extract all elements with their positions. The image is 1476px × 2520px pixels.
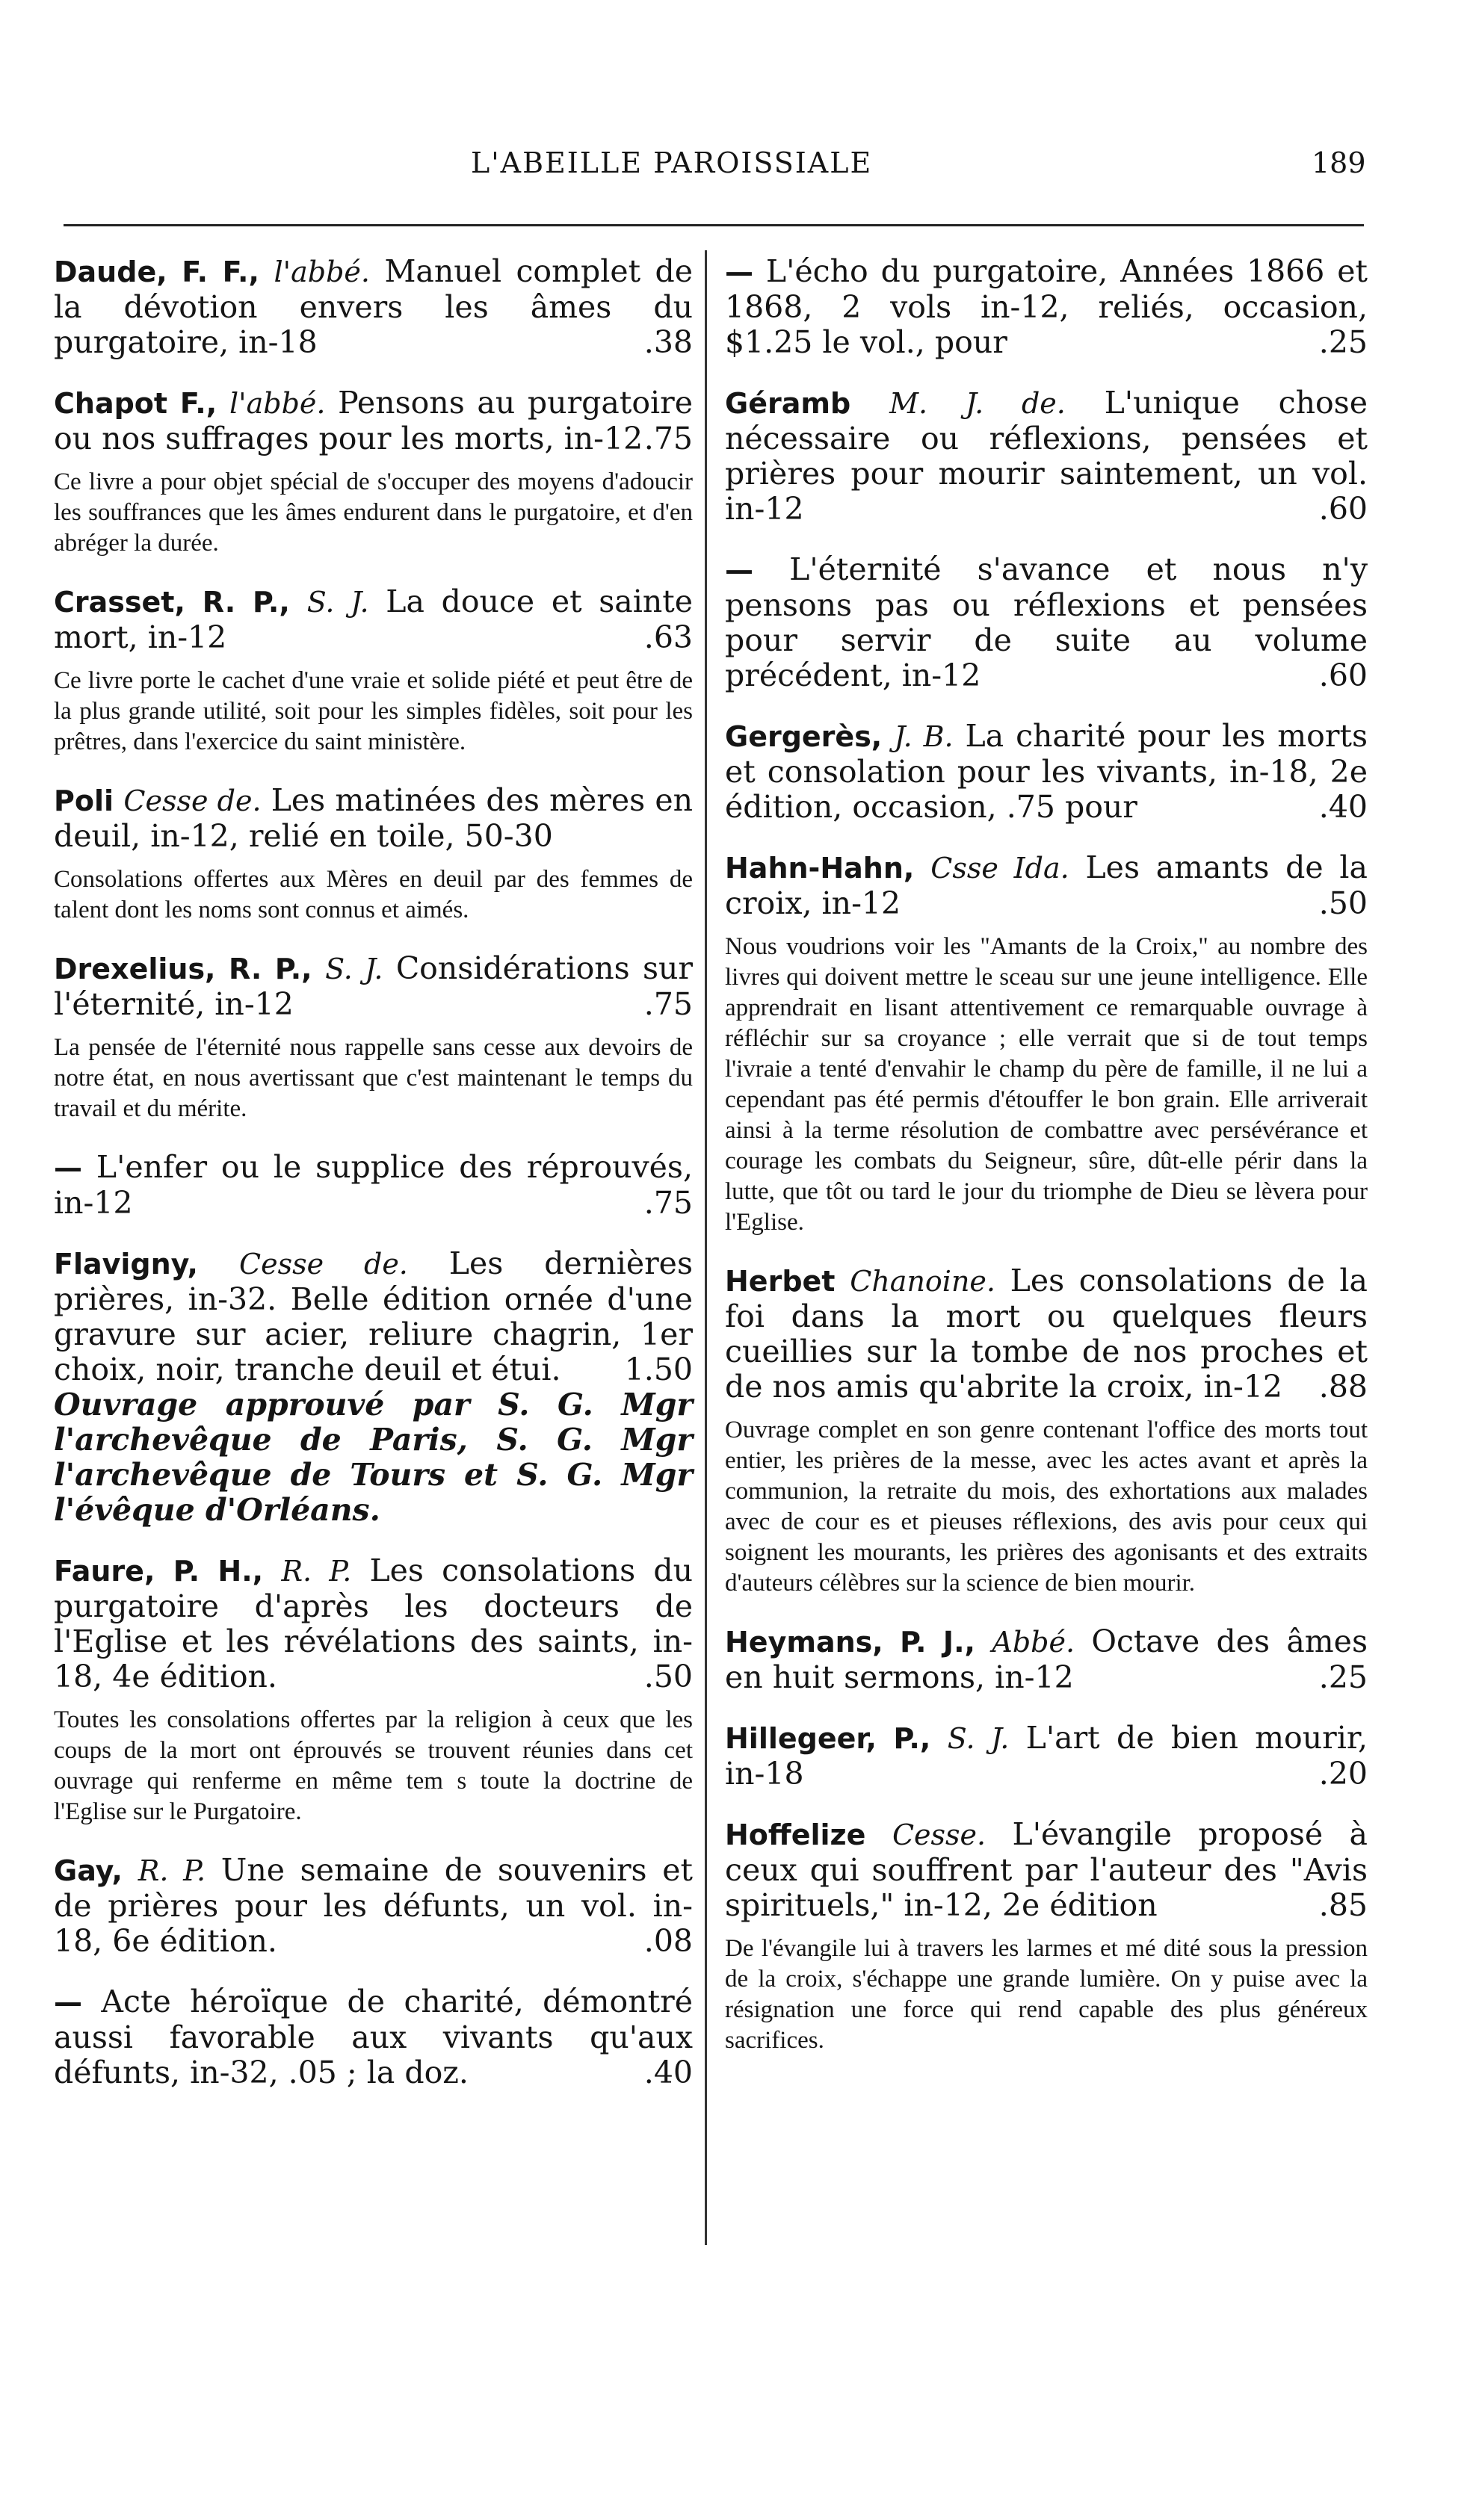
entry-description: Ce livre porte le cachet d'une vraie et solide piété et peut être de la plus grande utilité, soit pour les simples fidèles, soit pour les prêtres, dans l'exercice du saint ministère. [54, 667, 693, 755]
running-title: L'ABEILLE PAROISSIALE [471, 146, 873, 179]
author-role: S. J. [325, 953, 383, 985]
entry-price: .75 [643, 421, 693, 456]
entry-author [54, 387, 326, 420]
author-name: — [725, 256, 753, 288]
catalog-entry [54, 1553, 693, 1827]
author-name: Gay, [54, 1854, 123, 1887]
author-name: Poli [54, 784, 114, 817]
entry-heading [54, 1553, 693, 1694]
catalog-entry [54, 1150, 693, 1221]
entry-heading [725, 1263, 1368, 1405]
author-role: R. P. [138, 1854, 206, 1887]
author-role: Cesse de. [123, 784, 262, 817]
author-name: Hahn-Hahn, [725, 852, 915, 885]
catalog-entry [725, 719, 1368, 825]
entry-heading [54, 1853, 693, 1959]
catalog-entry [54, 254, 693, 360]
entry-title: La charité pour les morts et consolation pour les vivants, in-18, 2e édition, occasion, .75 pour [725, 718, 1368, 825]
entry-title: Les amants de la croix, in-12 [725, 849, 1368, 921]
right-column [725, 254, 1368, 2081]
entry-heading [54, 1150, 693, 1221]
entry-price: .63 [643, 619, 693, 655]
author-role: Chanoine. [850, 1265, 995, 1298]
author-role: Cesse de. [239, 1248, 408, 1281]
entry-title: L'unique chose nécessaire ou réflexions, pensées et prières pour mourir saintement, un vol. in-12 [725, 385, 1368, 527]
author-name: Heymans, P. J., [725, 1626, 975, 1659]
running-header [0, 146, 1476, 191]
entry-heading [725, 254, 1368, 360]
entry-author [54, 1248, 408, 1281]
catalog-entry [54, 1984, 693, 2090]
author-name: Géramb [725, 387, 851, 420]
author-name: Chapot F., [54, 387, 217, 420]
entry-author [725, 387, 1066, 420]
entry-heading [725, 719, 1368, 825]
entry-title: Les consolations du purgatoire d'après les docteurs de l'Eglise et les révélations des saints, in-18, 4e édition. [54, 1552, 693, 1694]
entry-author [725, 720, 954, 753]
author-role: Csse Ida. [930, 852, 1069, 885]
catalog-entry [54, 1246, 693, 1528]
entry-title: Une semaine de souvenirs et de prières pour les défunts, un vol. in-18, 6e édition. [54, 1852, 693, 1959]
entry-price: .75 [643, 986, 693, 1022]
entry-heading [725, 552, 1368, 693]
entry-price: .20 [1318, 1756, 1368, 1792]
entry-author [54, 1555, 351, 1588]
entry-heading [54, 783, 693, 854]
entry-price: .75 [643, 1185, 693, 1221]
entry-price: .88 [1318, 1369, 1368, 1405]
entry-title: Les matinées des mères en deuil, in-12, relié en toile, 50-30 [54, 782, 693, 854]
entry-description: Consolations offertes aux Mères en deuil par des femmes de talent dont les noms sont connus et aimés. [54, 866, 693, 923]
entry-description: Toutes les consolations offertes par la religion à ceux que les coups de la mort ont éprouvés se trouvent réunies dans cet ouvrage qui renferme en même tem s toute la doctrine de l'Eglise sur le Purgatoire. [54, 1706, 693, 1825]
entry-author [54, 953, 383, 985]
author-name: Drexelius, R. P., [54, 953, 312, 985]
entry-author [725, 256, 753, 288]
entry-author [54, 1854, 206, 1887]
entry-heading [54, 584, 693, 655]
entry-title: La douce et sainte mort, in-12 [54, 583, 693, 655]
author-name: Hillegeer, P., [725, 1722, 931, 1755]
author-name: Crasset, R. P., [54, 586, 290, 619]
entry-title: Les consolations de la foi dans la mort ou quelques fleurs cueillies sur la tombe de nos proches et de nos amis qu'abrite la croix, in-12 [725, 1263, 1368, 1405]
catalog-entry [54, 1853, 693, 1959]
entry-price: 1.50 [624, 1352, 693, 1387]
author-name: Hoffelize [725, 1818, 866, 1851]
page-number: 189 [1312, 146, 1366, 179]
entry-description: Nous voudrions voir les "Amants de la Croix," au nombre des livres qui doivent mettre le sceau sur une jeune intelligence. Elle apprendrait en lisant attentivement ce remarquable ouvrage à réfléchir sur sa croyance ; elle verrait que si de tout temps l'ivraie a tenté d'envahir le champ du père de famille, il ne lui a cependant pas été permis d'étouffer le bon grain. Elle arriverait ainsi à la terme résolution de combattre avec persévérance et courage les combats du Seigneur, sûre, dût-elle périr dans la lutte, que tôt ou tard le jour du triomphe de Dieu se lèvera pour l'Eglise. [725, 933, 1368, 1236]
author-role: R. P. [281, 1555, 352, 1588]
entry-heading [725, 1817, 1368, 1923]
entry-price: .85 [1318, 1887, 1368, 1923]
catalog-entry [725, 1624, 1368, 1695]
entry-title: L'enfer ou le supplice des réprouvés, in-12 [54, 1149, 693, 1221]
author-role: J. B. [894, 720, 954, 753]
entry-title: L'art de bien mourir, in-18 [725, 1720, 1368, 1792]
entry-price: .08 [643, 1923, 693, 1959]
header-rule [64, 224, 1364, 226]
author-role: Abbé. [992, 1626, 1075, 1659]
author-role: Cesse. [892, 1818, 986, 1851]
author-name: — [54, 1151, 82, 1184]
entry-price: .38 [643, 324, 693, 360]
catalog-entry [54, 584, 693, 758]
catalog-entry [725, 552, 1368, 693]
entry-price: .25 [1318, 324, 1368, 360]
catalog-entry [54, 386, 693, 559]
author-name: — [54, 1986, 82, 2019]
catalog-entry [725, 1721, 1368, 1792]
entry-heading [725, 1624, 1368, 1695]
entry-heading [725, 850, 1368, 921]
entry-author [725, 1265, 995, 1298]
left-column [54, 254, 693, 2116]
entry-author [725, 852, 1069, 885]
entry-title: L'écho du purgatoire, Années 1866 et 1868, 2 vols in-12, reliés, occasion, $1.25 le vol., pour [725, 253, 1368, 360]
catalog-entry [725, 850, 1368, 1238]
entry-title: Pensons au purgatoire ou nos suffrages pour les morts, in-12 [54, 385, 693, 456]
entry-title: Manuel complet de la dévotion envers les âmes du purgatoire, in-18 [54, 253, 693, 360]
entry-price: .60 [1318, 657, 1368, 693]
entry-heading [54, 1246, 693, 1387]
entry-heading [725, 1721, 1368, 1792]
entry-description: De l'évangile lui à travers les larmes et mé dité sous la pression de la croix, s'échappe une grande lumière. On y puise avec la résignation une force qui rend capable des plus généreux sacrifices. [725, 1935, 1368, 2054]
entry-author [54, 1986, 82, 2019]
column-divider [705, 250, 707, 2245]
catalog-entry [725, 386, 1368, 527]
author-role: S. J. [306, 586, 369, 619]
entry-description: La pensée de l'éternité nous rappelle sans cesse aux devoirs de notre état, en nous avertissant que c'est maintenant le temps du travail et du mérite. [54, 1034, 693, 1122]
author-name: — [725, 554, 753, 586]
author-role: l'abbé. [274, 256, 371, 288]
entry-heading [725, 386, 1368, 527]
author-name: Daude, F. F., [54, 256, 259, 288]
catalog-entry [54, 783, 693, 926]
entry-price: .25 [1318, 1659, 1368, 1695]
entry-title: L'évangile proposé à ceux qui souffrent par l'auteur des "Avis spirituels," in-12, 2e édition [725, 1816, 1368, 1923]
entry-heading [54, 386, 693, 456]
entry-heading [54, 1984, 693, 2090]
entry-author [54, 1151, 82, 1184]
entry-heading [54, 254, 693, 360]
entry-author [725, 1626, 1075, 1659]
entry-title: Considérations sur l'éternité, in-12 [54, 950, 694, 1022]
entry-author [54, 256, 370, 288]
author-name: Herbet [725, 1265, 836, 1298]
entry-title: Acte héroïque de charité, démontré aussi favorable aux vivants qu'aux défunts, in-32, .05 ; la doz. [54, 1984, 693, 2090]
entry-author [54, 784, 262, 817]
author-role: M. J. de. [889, 387, 1066, 420]
entry-description: Ce livre a pour objet spécial de s'occuper des moyens d'adoucir les souffrances que les âmes endurent dans le purgatoire, et d'en abréger la durée. [54, 468, 693, 557]
entry-price: .50 [1318, 885, 1368, 921]
entry-author [725, 554, 753, 586]
author-name: Flavigny, [54, 1248, 198, 1281]
entry-author [54, 586, 369, 619]
entry-title: Octave des âmes en huit sermons, in-12 [725, 1623, 1368, 1695]
author-name: Faure, P. H., [54, 1555, 264, 1588]
author-name: Gergerès, [725, 720, 883, 753]
entry-author [725, 1722, 1009, 1755]
entry-heading [54, 951, 693, 1022]
author-role: S. J. [947, 1722, 1010, 1755]
entry-approval: Ouvrage approuvé par S. G. Mgr l'archevêque de Paris, S. G. Mgr l'archevêque de Tours et S. G. Mgr l'évêque d'Orléans. [54, 1387, 693, 1528]
entry-price: .50 [643, 1659, 693, 1694]
catalog-entry [725, 254, 1368, 360]
author-role: l'abbé. [229, 387, 326, 420]
entry-price: .40 [1318, 789, 1368, 825]
catalog-entry [54, 951, 693, 1124]
entry-price: .60 [1318, 491, 1368, 527]
catalog-entry [725, 1263, 1368, 1599]
entry-description: Ouvrage complet en son genre contenant l'office des morts tout entier, les prières de la messe, avec les actes avant et après la communion, la retraite du mois, des exhortations aux malades avec de cour es et pieuses réflexions, des avis pour ceux qui soignent les mourants, les prières des agonisants et des extraits d'auteurs célèbres sur la science de bien mourir. [725, 1417, 1368, 1597]
entry-title: Les dernières prières, in-32. Belle édition ornée d'une gravure sur acier, reliure chagrin, 1er choix, noir, tranche deuil et étui. [54, 1245, 693, 1387]
entry-price: .40 [643, 2055, 693, 2090]
entry-author [725, 1818, 986, 1851]
catalog-entry [725, 1817, 1368, 2056]
entry-title: L'éternité s'avance et nous n'y pensons pas ou réflexions et pensées pour servir de suite au volume précédent, in-12 [725, 551, 1368, 693]
